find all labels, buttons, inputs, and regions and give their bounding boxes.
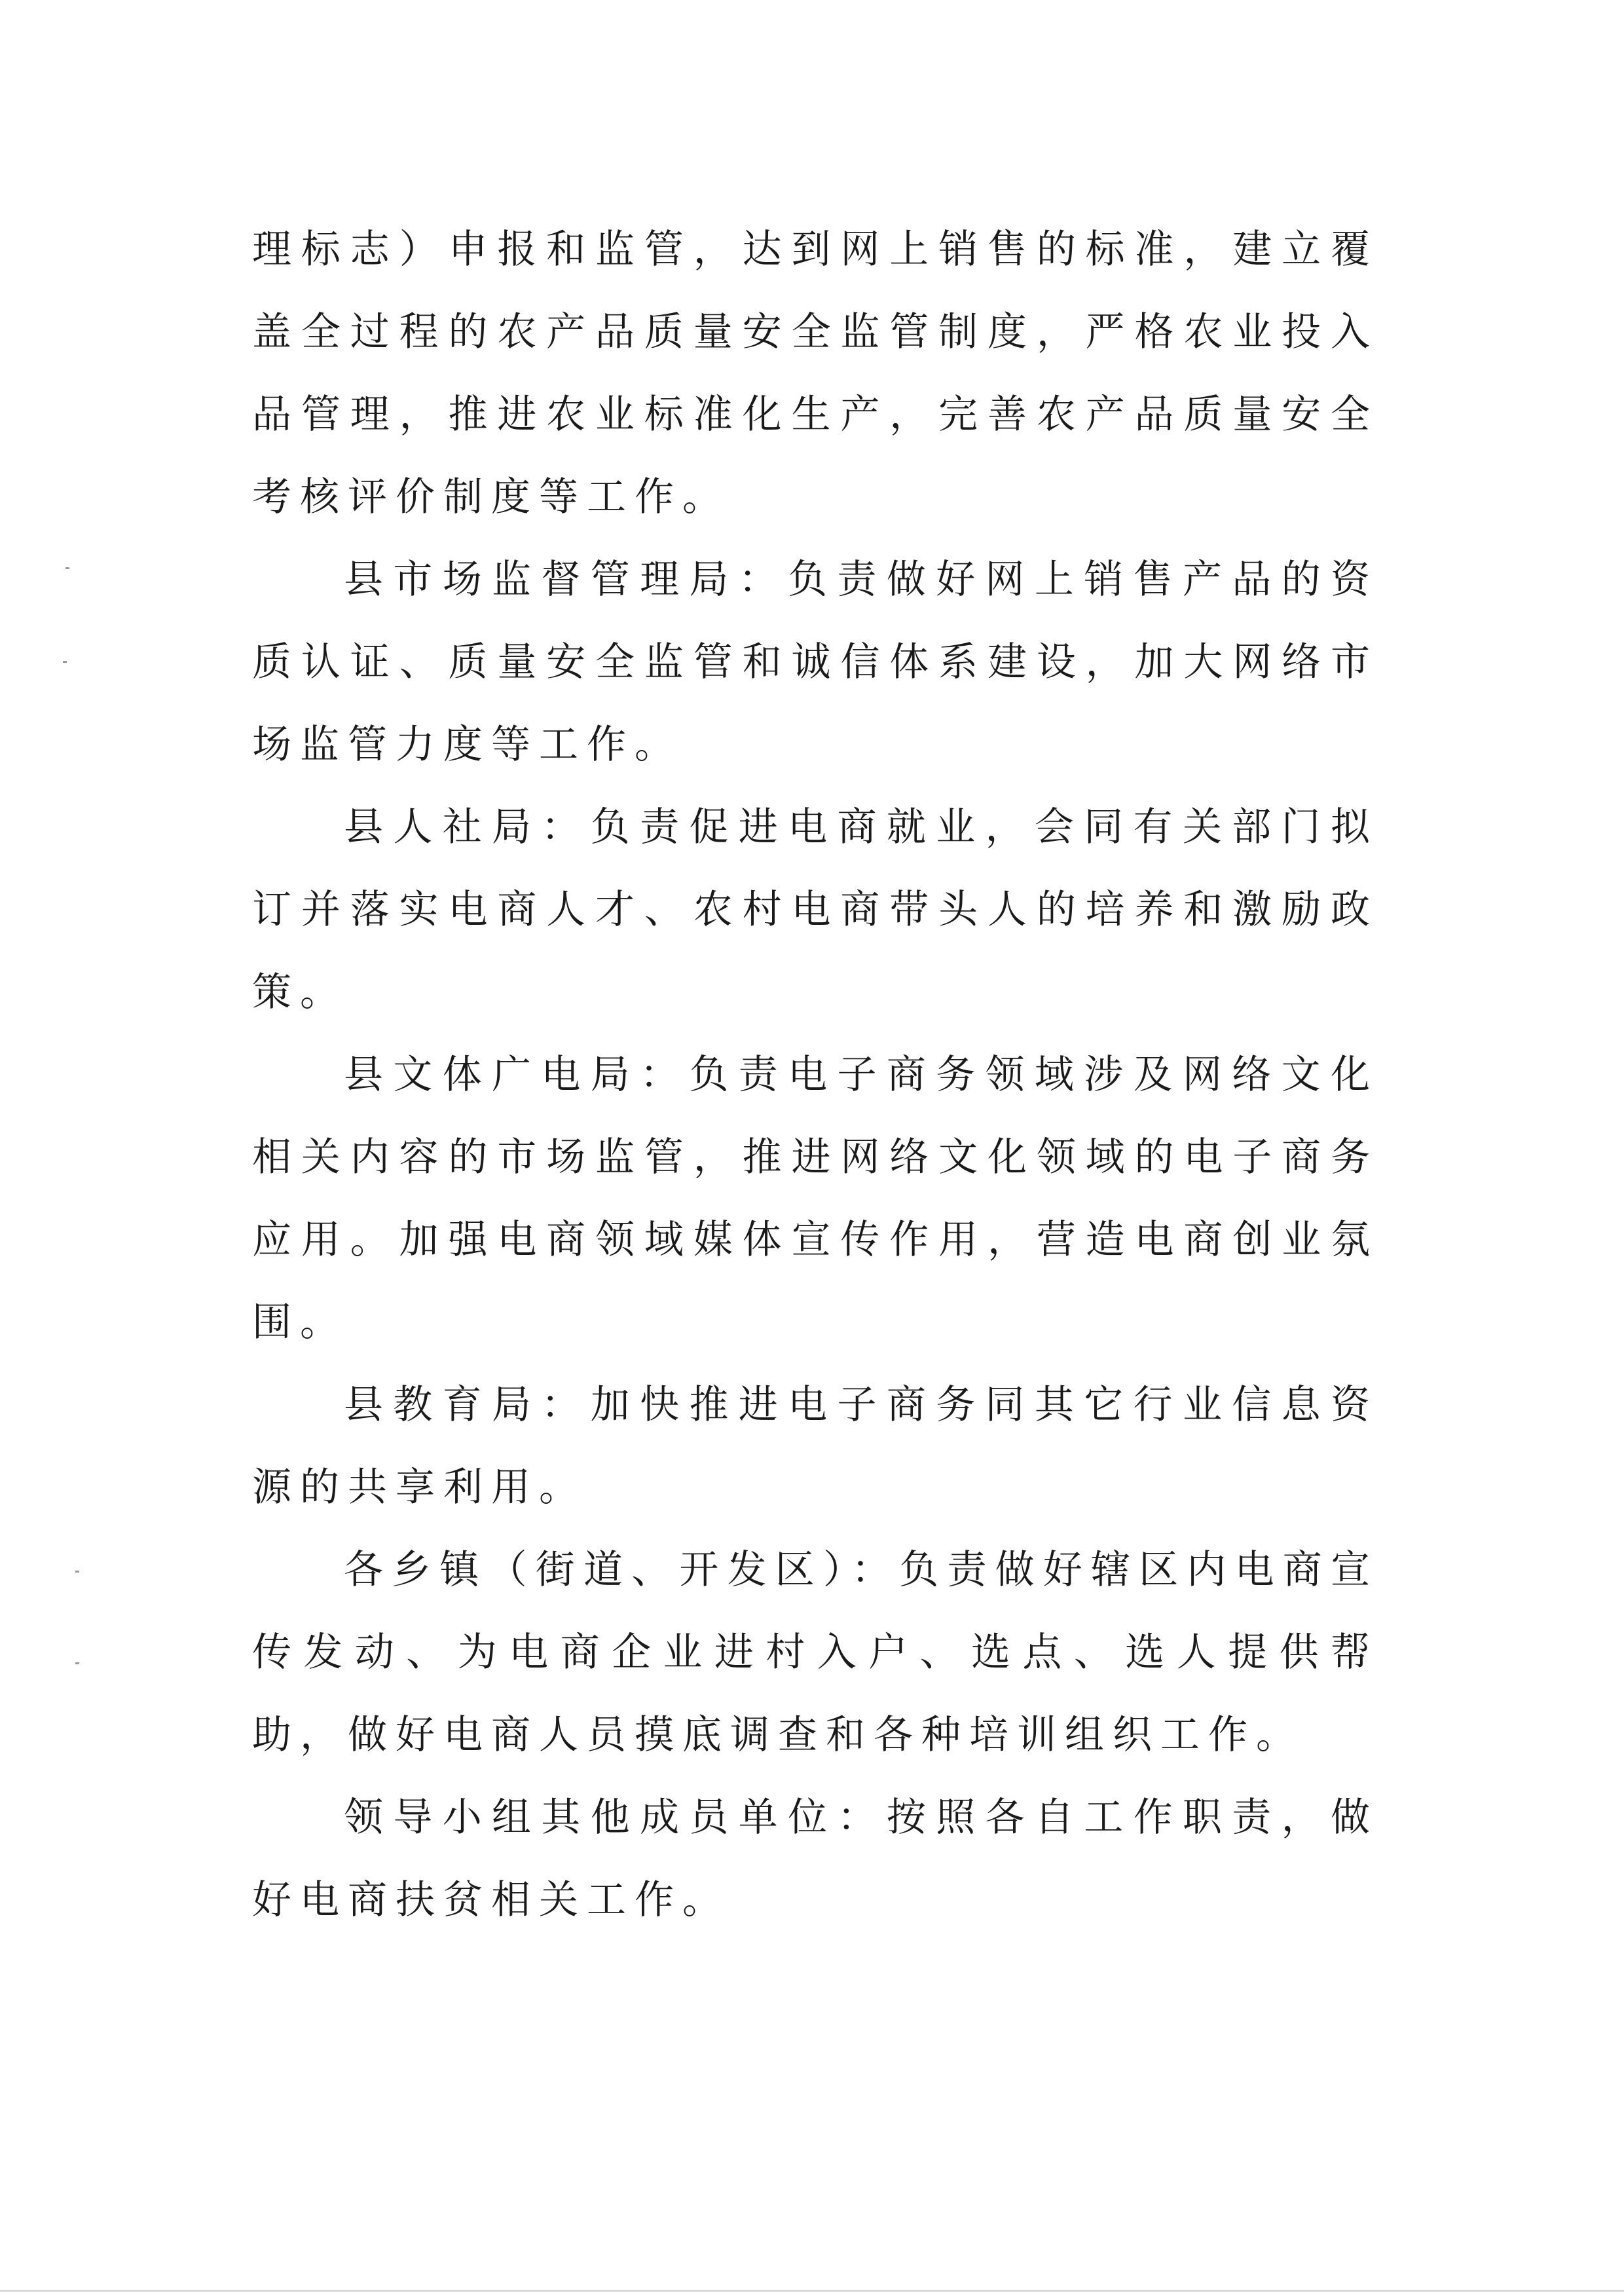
scan-speck — [75, 1571, 79, 1573]
paragraph-other-members: 领导小组其他成员单位：按照各自工作职责，做好电商扶贫相关工作。 — [252, 1795, 1378, 1923]
paragraph-market-supervision: 县市场监督管理局：负责做好网上销售产品的资质认证、质量安全监管和诚信体系建设，加大网络市场监管力度等工作。 — [252, 557, 1378, 768]
body-text — [252, 208, 1378, 1941]
paragraph-education: 县教育局：加快推进电子商务同其它行业信息资源的共享利用。 — [252, 1382, 1378, 1510]
scan-speck — [65, 567, 69, 569]
scan-speck — [63, 661, 67, 663]
scan-edge — [0, 2290, 1624, 2292]
paragraph-culture-broadcast: 县文体广电局：负责电子商务领域涉及网络文化相关内容的市场监管，推进网络文化领域的电子商务应用。加强电商领域媒体宣传作用，营造电商创业氛围。 — [252, 1052, 1378, 1345]
paragraph-townships: 各乡镇（街道、开发区）：负责做好辖区内电商宣传发动、为电商企业进村入户、选点、选人提供帮助，做好电商人员摸底调查和各种培训组织工作。 — [252, 1547, 1378, 1758]
scan-speck — [75, 1662, 79, 1664]
paragraph-agriculture: 理标志）申报和监管，达到网上销售的标准，建立覆盖全过程的农产品质量安全监管制度，严格农业投入品管理，推进农业标准化生产，完善农产品质量安全考核评价制度等工作。 — [252, 227, 1378, 520]
paragraph-human-resources: 县人社局：负责促进电商就业，会同有关部门拟订并落实电商人才、农村电商带头人的培养和激励政策。 — [252, 804, 1378, 1015]
